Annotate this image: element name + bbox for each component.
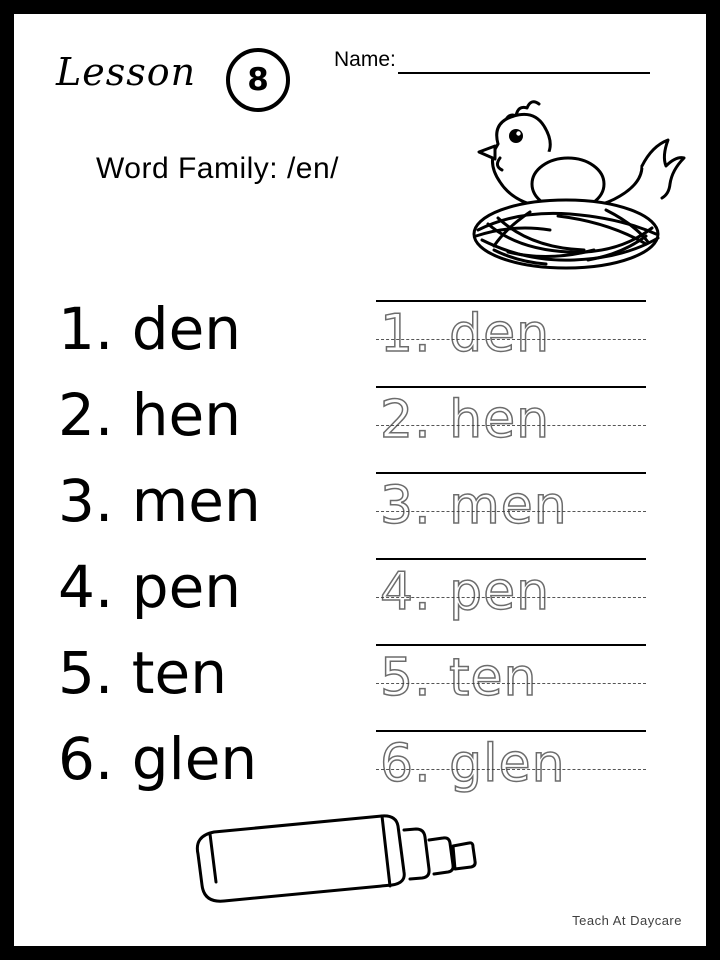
list-item: 2. hen <box>58 381 241 449</box>
name-label: Name: <box>334 48 396 71</box>
trace-top-rule <box>376 300 646 302</box>
trace-word: 6. glen <box>380 734 566 794</box>
trace-word: 1. den <box>380 304 551 364</box>
word-list <box>58 286 348 802</box>
list-item: 3. men <box>58 467 261 535</box>
trace-row[interactable] <box>376 550 676 636</box>
trace-row[interactable] <box>376 636 676 722</box>
word-family-heading: Word Family: /en/ <box>96 152 340 185</box>
trace-word: 5. ten <box>380 648 538 708</box>
trace-row[interactable] <box>376 722 676 808</box>
footer-credit: Teach At Daycare <box>572 913 682 928</box>
list-item: 4. pen <box>58 553 242 621</box>
name-input-line[interactable] <box>398 48 650 74</box>
hen-on-nest-icon <box>438 84 688 284</box>
trace-top-rule <box>376 558 646 560</box>
trace-top-rule <box>376 472 646 474</box>
trace-row[interactable] <box>376 464 676 550</box>
trace-top-rule <box>376 730 646 732</box>
list-item: 1. den <box>58 295 242 363</box>
trace-row[interactable] <box>376 292 676 378</box>
lesson-label: Lesson <box>56 50 197 94</box>
worksheet-sheet <box>14 14 706 946</box>
trace-word: 2. hen <box>380 390 551 450</box>
trace-word: 3. men <box>380 476 568 536</box>
marker-pen-icon <box>182 804 482 914</box>
trace-top-rule <box>376 386 646 388</box>
lesson-number-badge: 8 <box>226 48 290 112</box>
list-item: 6. glen <box>58 725 258 793</box>
name-field-row <box>334 48 650 74</box>
trace-word: 4. pen <box>380 562 551 622</box>
tracing-area <box>376 292 676 808</box>
trace-top-rule <box>376 644 646 646</box>
trace-row[interactable] <box>376 378 676 464</box>
list-item: 5. ten <box>58 639 227 707</box>
